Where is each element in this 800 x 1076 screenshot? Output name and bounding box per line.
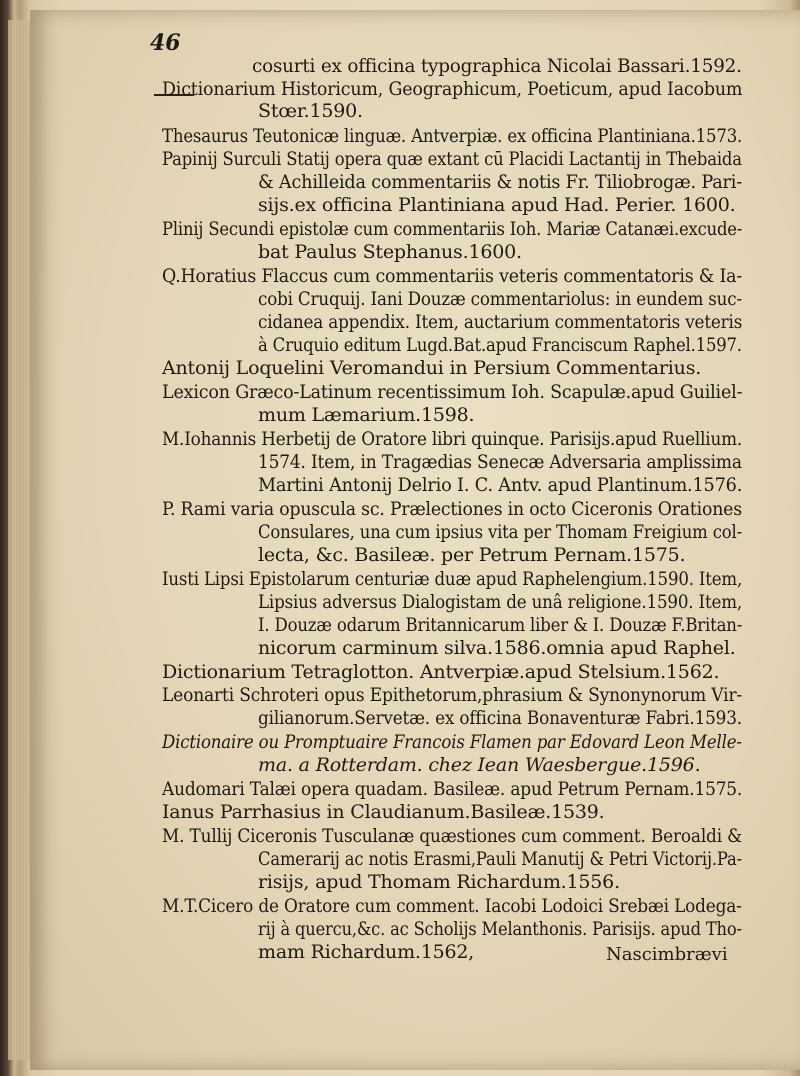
text-line: P. Rami varia opuscula sc. Prælectiones in octo Ciceronis Orationes [162,498,742,520]
text-line: sijs.ex officina Plantiniana apud Had. Perier. 1600. [258,194,736,216]
text-line: M.T.Cicero de Oratore cum comment. Iacobi Lodoici Srebæi Lodega- [162,895,742,917]
text-line: I. Douzæ odarum Britannicarum liber & I. Douzæ F.Britan- [258,614,743,636]
text-line: Martini Antonij Delrio I. C. Antv. apud Plantinum.1576. [258,474,743,496]
text-line: Lipsius adversus Dialogistam de unâ religione.1590. Item, [258,591,743,613]
text-line: ma. a Rotterdam. chez Iean Waesbergue.1596. [258,754,701,776]
text-line: nicorum carminum silva.1586.omnia apud Raphel. [258,637,736,659]
text-line: risijs, apud Thomam Richardum.1556. [258,871,620,893]
text-line: Audomari Talæi opera quadam. Basileæ. apud Petrum Pernam.1575. [162,778,743,800]
text-line: cobi Cruquij. Iani Douzæ commentariolus: in eundem suc- [258,288,742,310]
text-line: Ianus Parrhasius in Claudianum.Basileæ.1539. [162,801,605,823]
text-line: cosurti ex officina typographica Nicolai Bassari.1592. [252,55,742,77]
text-line: Dictionarium Tetraglotton. Antverpiæ.apud Stelsium.1562. [162,661,720,683]
text-line: Papinij Surculi Statij opera quæ extant cū Placidi Lactantij in Thebaida [162,148,742,170]
text-line: cidanea appendix. Item, auctarium commentatoris veteris [258,311,743,333]
text-line: M. Tullij Ciceronis Tusculanæ quæstiones cum comment. Beroaldi & [162,825,743,847]
text-line: Q.Horatius Flaccus cum commentariis veteris commentatoris & Ia- [162,265,743,287]
text-line: Lexicon Græco-Latinum recentissimum Ioh. Scapulæ.apud Guiliel- [162,381,743,403]
text-line: Leonarti Schroteri opus Epithetorum,phrasium & Synonynorum Vir- [162,684,743,706]
text-line: & Achilleida commentariis & notis Fr. Tiliobrogæ. Pari- [258,171,743,193]
text-line: mum Læmarium.1598. [258,404,475,426]
text-line: 1574. Item, in Tragædias Senecæ Adversaria amplissima [258,451,742,473]
text-line: M.Iohannis Herbetij de Oratore libri quinque. Parisijs.apud Ruellium. [162,428,743,450]
text-line: mam Richardum.1562, [258,941,475,963]
text-line: lecta, &c. Basileæ. per Petrum Pernam.1575. [258,544,686,566]
text-line: Iusti Lipsi Epistolarum centuriæ duæ apud Raphelengium.1590. Item, [162,568,743,590]
text-line: Thesaurus Teutonicæ linguæ. Antverpiæ. ex officina Plantiniana.1573. [162,125,743,147]
text-line: rij à quercu,&c. ac Scholijs Melanthonis. Parisijs. apud Tho- [258,918,742,940]
text-line: Dictionaire ou Promptuaire Francois Flamen par Edovard Leon Melle- [162,731,742,753]
text-line: Antonij Loquelini Veromandui in Persium Commentarius. [162,357,702,379]
text-line: à Cruquio editum Lugd.Bat.apud Franciscum Raphel.1597. [258,334,742,356]
text-line: gilianorum.Servetæ. ex officina Bonaventuræ Fabri.1593. [258,707,742,729]
text-line: Plinij Secundi epistolæ cum commentariis Ioh. Mariæ Catanæi.excude- [162,218,743,240]
text-line: Dictionarium Historicum, Geographicum, Poeticum, apud Iacobum [162,78,743,100]
catchword: Nascimbrævi [606,944,728,965]
text-line: Stœr.1590. [258,100,363,122]
text-line: Consulares, una cum ipsius vita per Thomam Freigium col- [258,521,742,543]
page-number: 46 [150,30,181,56]
text-line: Camerarij ac notis Erasmi,Pauli Manutij & Petri Victorij.Pa- [258,848,742,870]
text-line: bat Paulus Stephanus.1600. [258,241,522,263]
